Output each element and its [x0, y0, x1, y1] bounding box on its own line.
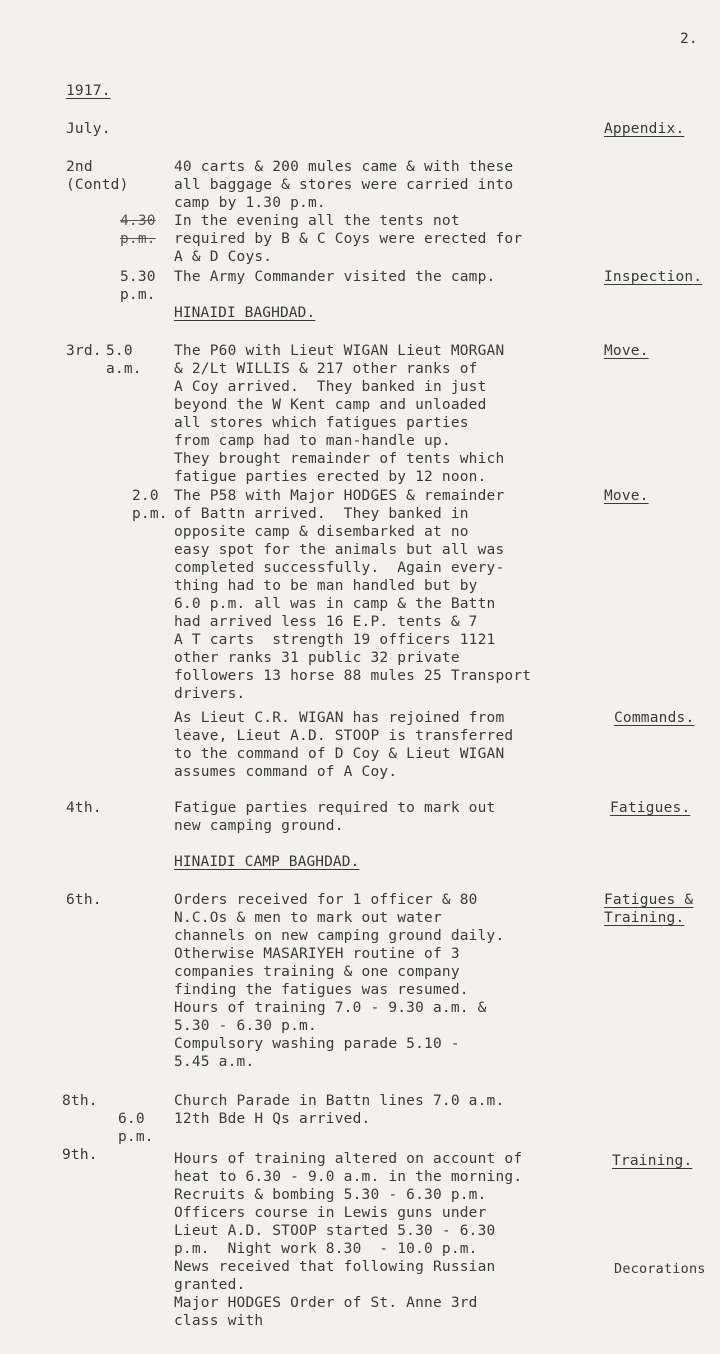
entry-line: The Army Commander visited the camp.: [174, 269, 496, 285]
entry-time: 4.30: [120, 213, 156, 229]
month-heading: July.: [66, 121, 111, 137]
entry-line: all baggage & stores were carried into: [174, 177, 514, 193]
entry-line: drivers.: [174, 686, 246, 702]
entry-line: Otherwise MASARIYEH routine of 3: [174, 946, 460, 962]
entry-line: companies training & one company: [174, 964, 460, 980]
entry-line: fatigue parties erected by 12 noon.: [174, 469, 487, 485]
entry-date: 3rd.: [66, 343, 102, 359]
entry-line: granted.: [174, 1277, 246, 1293]
entry-line: had arrived less 16 E.P. tents & 7: [174, 614, 478, 630]
entry-line: of Battn arrived. They banked in: [174, 506, 469, 522]
entry-date: 4th.: [66, 800, 102, 816]
entry-line: assumes command of A Coy.: [174, 764, 398, 780]
entry-line: completed successfully. Again every-: [174, 560, 505, 576]
entry-line: A & D Coys.: [174, 249, 273, 265]
entry-line: Orders received for 1 officer & 80: [174, 892, 478, 908]
year-heading: 1917.: [66, 83, 111, 99]
entry-line: A T carts strength 19 officers 1121: [174, 632, 496, 648]
page-number: 2.: [680, 31, 698, 47]
entry-line: Church Parade in Battn lines 7.0 a.m.: [174, 1093, 505, 1109]
entry-line: to the command of D Coy & Lieut WIGAN: [174, 746, 505, 762]
entry-line: leave, Lieut A.D. STOOP is transferred: [174, 728, 514, 744]
entry-time-suffix: p.m.: [132, 506, 168, 522]
entry-line: 12th Bde H Qs arrived.: [174, 1111, 371, 1127]
entry-line: required by B & C Coys were erected for: [174, 231, 523, 247]
entry-line: Hours of training 7.0 - 9.30 a.m. &: [174, 1000, 487, 1016]
entry-line: class with: [174, 1313, 264, 1329]
entry-line: new camping ground.: [174, 818, 344, 834]
entry-line: Fatigue parties required to mark out: [174, 800, 496, 816]
appendix-label: Inspection.: [604, 269, 703, 285]
entry-line: camp by 1.30 p.m.: [174, 195, 326, 211]
entry-date-note: (Contd): [66, 177, 129, 193]
location-heading: HINAIDI BAGHDAD.: [174, 305, 316, 321]
entry-line: A Coy arrived. They banked in just: [174, 379, 487, 395]
entry-date: 8th.: [62, 1093, 98, 1109]
entry-line: Major HODGES Order of St. Anne 3rd: [174, 1295, 478, 1311]
entry-line: channels on new camping ground daily.: [174, 928, 505, 944]
entry-line: finding the fatigues was resumed.: [174, 982, 469, 998]
appendix-label: Commands.: [614, 710, 695, 726]
entry-line: Officers course in Lewis guns under: [174, 1205, 487, 1221]
appendix-label: Training.: [612, 1153, 693, 1169]
entry-line: thing had to be man handled but by: [174, 578, 478, 594]
entry-date: 9th.: [62, 1147, 98, 1163]
entry-line: Hours of training altered on account of: [174, 1151, 523, 1167]
entry-line: beyond the W Kent camp and unloaded: [174, 397, 487, 413]
entry-time: 5.30: [120, 269, 156, 285]
entry-line: p.m. Night work 8.30 - 10.0 p.m.: [174, 1241, 478, 1257]
entry-line: other ranks 31 public 32 private: [174, 650, 460, 666]
entry-line: The P58 with Major HODGES & remainder: [174, 488, 505, 504]
entry-line: They brought remainder of tents which: [174, 451, 505, 467]
appendix-label: Move.: [604, 488, 649, 504]
entry-line: followers 13 horse 88 mules 25 Transport: [174, 668, 532, 684]
entry-time-suffix: p.m.: [120, 231, 156, 247]
entry-line: from camp had to man-handle up.: [174, 433, 451, 449]
entry-line: 40 carts & 200 mules came & with these: [174, 159, 514, 175]
appendix-label: Fatigues.: [610, 800, 691, 816]
entry-time-suffix: p.m.: [118, 1129, 154, 1145]
appendix-label-cont: Training.: [604, 910, 685, 926]
entry-time: 5.0: [106, 343, 133, 359]
appendix-label: Move.: [604, 343, 649, 359]
entry-time-suffix: p.m.: [120, 287, 156, 303]
entry-line: Recruits & bombing 5.30 - 6.30 p.m.: [174, 1187, 487, 1203]
entry-line: easy spot for the animals but all was: [174, 542, 505, 558]
entry-line: all stores which fatigues parties: [174, 415, 469, 431]
entry-line: 5.45 a.m.: [174, 1054, 255, 1070]
entry-line: heat to 6.30 - 9.0 a.m. in the morning.: [174, 1169, 523, 1185]
entry-line: News received that following Russian: [174, 1259, 496, 1275]
entry-line: 6.0 p.m. all was in camp & the Battn: [174, 596, 496, 612]
entry-line: The P60 with Lieut WIGAN Lieut MORGAN: [174, 343, 505, 359]
entry-line: Compulsory washing parade 5.10 -: [174, 1036, 460, 1052]
entry-line: 5.30 - 6.30 p.m.: [174, 1018, 317, 1034]
entry-line: Lieut A.D. STOOP started 5.30 - 6.30: [174, 1223, 496, 1239]
entry-line: As Lieut C.R. WIGAN has rejoined from: [174, 710, 505, 726]
location-heading: HINAIDI CAMP BAGHDAD.: [174, 854, 360, 870]
entry-line: opposite camp & disembarked at no: [174, 524, 469, 540]
entry-date: 2nd: [66, 159, 93, 175]
appendix-label: Decorations: [614, 1261, 706, 1277]
entry-time: 2.0: [132, 488, 159, 504]
appendix-header: Appendix.: [604, 121, 685, 137]
entry-date: 6th.: [66, 892, 102, 908]
entry-line: N.C.Os & men to mark out water: [174, 910, 442, 926]
entry-time-suffix: a.m.: [106, 361, 142, 377]
entry-time: 6.0: [118, 1111, 145, 1127]
appendix-label: Fatigues &: [604, 892, 694, 908]
entry-line: & 2/Lt WILLIS & 217 other ranks of: [174, 361, 478, 377]
entry-line: In the evening all the tents not: [174, 213, 460, 229]
